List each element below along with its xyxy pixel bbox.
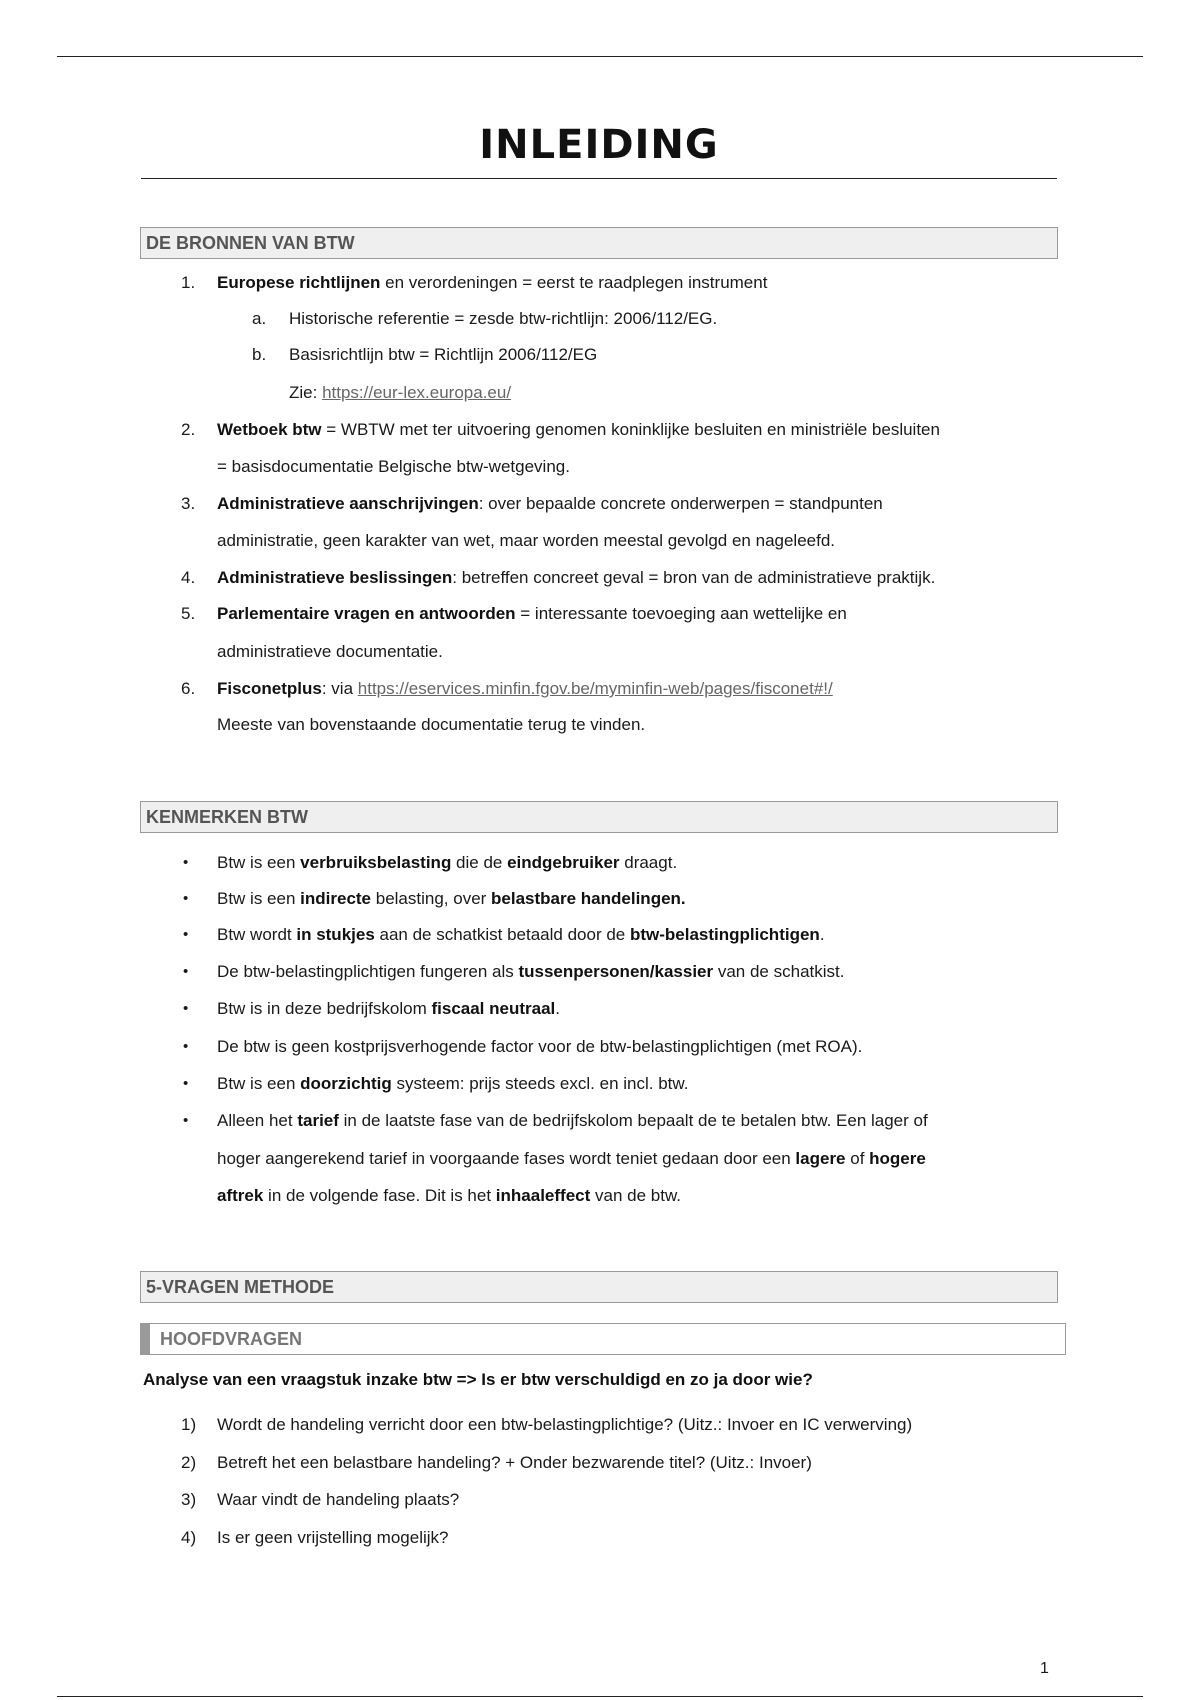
- bullet-item-doorzichtig: Btw is een doorzichtig systeem: prijs steeds excl. en incl. btw.: [217, 1074, 689, 1093]
- list-item-parlementaire-continuation: administratieve documentatie.: [217, 642, 443, 661]
- question-number: 2): [181, 1453, 197, 1472]
- bullet-item-tarief-continuation: hoger aangerekend tarief in voorgaande fases wordt teniet gedaan door een lagere of hogere: [217, 1149, 926, 1168]
- bullet-icon: •: [183, 1000, 189, 1017]
- question-number: 3): [181, 1490, 197, 1509]
- list-item-fisconetplus-continuation: Meeste van bovenstaande documentatie terug te vinden.: [217, 715, 646, 734]
- sub-list-letter: b.: [252, 345, 267, 364]
- bullet-item-indirecte: Btw is een indirecte belasting, over belastbare handelingen.: [217, 889, 686, 908]
- bullet-item-tarief: Alleen het tarief in de laatste fase van de bedrijfskolom bepaalt de te betalen btw. Een lager of: [217, 1111, 928, 1130]
- bullet-icon: •: [183, 890, 189, 907]
- list-item-aanschrijvingen-continuation: administratie, geen karakter van wet, maar worden meestal gevolgd en nageleefd.: [217, 531, 836, 550]
- list-number: 4.: [181, 568, 196, 587]
- section-heading-vijf-vragen: 5-VRAGEN METHODE: [140, 1271, 1058, 1303]
- bullet-item-kostprijs: De btw is geen kostprijsverhogende factor voor de btw-belastingplichtigen (met ROA).: [217, 1037, 863, 1056]
- question-item: Betreft het een belastbare handeling? + Onder bezwarende titel? (Uitz.: Invoer): [217, 1453, 812, 1472]
- list-item-parlementaire-vragen: Parlementaire vragen en antwoorden = interessante toevoeging aan wettelijke en: [217, 604, 847, 623]
- bullet-icon: •: [183, 1112, 189, 1129]
- bullet-icon: •: [183, 1038, 189, 1055]
- list-item-fisconetplus: Fisconetplus: via https://eservices.minfin.fgov.be/myminfin-web/pages/fisconet#!/: [217, 679, 833, 698]
- bullet-item-verbruiksbelasting: Btw is een verbruiksbelasting die de eindgebruiker draagt.: [217, 853, 678, 872]
- page-top-rule: [57, 56, 1143, 57]
- bullet-item-fiscaal-neutraal: Btw is in deze bedrijfskolom fiscaal neutraal.: [217, 999, 560, 1018]
- sub-list-item-historische-referentie: Historische referentie = zesde btw-richtlijn: 2006/112/EG.: [289, 309, 718, 328]
- list-item-wetboek-btw: Wetboek btw = WBTW met ter uitvoering genomen koninklijke besluiten en ministriële besluiten: [217, 420, 940, 439]
- bullet-icon: •: [183, 854, 189, 871]
- bullet-icon: •: [183, 926, 189, 943]
- analysis-intro: Analyse van een vraagstuk inzake btw => Is er btw verschuldigd en zo ja door wie?: [143, 1370, 813, 1389]
- zie-reference: Zie: https://eur-lex.europa.eu/: [289, 383, 512, 402]
- page-bottom-rule: [57, 1696, 1143, 1697]
- list-number: 5.: [181, 604, 196, 623]
- bullet-item-tussenpersonen: De btw-belastingplichtigen fungeren als tussenpersonen/kassier van de schatkist.: [217, 962, 845, 981]
- sub-list-item-basisrichtlijn: Basisrichtlijn btw = Richtlijn 2006/112/EG: [289, 345, 598, 364]
- list-item-europese-richtlijnen: Europese richtlijnen en verordeningen = eerst te raadplegen instrument: [217, 273, 768, 292]
- page-number: 1: [1040, 1660, 1049, 1677]
- list-number: 1.: [181, 273, 196, 292]
- question-item: Wordt de handeling verricht door een btw-belastingplichtige? (Uitz.: Invoer en IC verwerving): [217, 1415, 913, 1434]
- question-number: 1): [181, 1415, 197, 1434]
- section-heading-kenmerken: KENMERKEN BTW: [140, 801, 1058, 833]
- bullet-item-tarief-continuation: aftrek in de volgende fase. Dit is het inhaaleffect van de btw.: [217, 1186, 682, 1205]
- list-item-administratieve-aanschrijvingen: Administratieve aanschrijvingen: over bepaalde concrete onderwerpen = standpunten: [217, 494, 883, 513]
- list-item-wetboek-btw-continuation: = basisdocumentatie Belgische btw-wetgeving.: [217, 457, 570, 476]
- bullet-item-in-stukjes: Btw wordt in stukjes aan de schatkist betaald door de btw-belastingplichtigen.: [217, 925, 825, 944]
- question-number: 4): [181, 1528, 197, 1547]
- title-underline: [141, 178, 1057, 179]
- section-heading-bronnen: DE BRONNEN VAN BTW: [140, 227, 1058, 259]
- bullet-icon: •: [183, 963, 189, 980]
- list-item-administratieve-beslissingen: Administratieve beslissingen: betreffen concreet geval = bron van de administratieve praktijk.: [217, 568, 936, 587]
- list-number: 3.: [181, 494, 196, 513]
- question-item: Waar vindt de handeling plaats?: [217, 1490, 460, 1509]
- page-title: INLEIDING: [479, 122, 719, 168]
- subsection-heading-hoofdvragen: HOOFDVRAGEN: [140, 1323, 1066, 1355]
- question-item: Is er geen vrijstelling mogelijk?: [217, 1528, 449, 1547]
- sub-list-letter: a.: [252, 309, 267, 328]
- fisconet-link[interactable]: https://eservices.minfin.fgov.be/myminfin-web/pages/fisconet#!/: [357, 679, 833, 698]
- eur-lex-link[interactable]: https://eur-lex.europa.eu/: [322, 383, 512, 402]
- list-number: 6.: [181, 679, 196, 698]
- bullet-icon: •: [183, 1075, 189, 1092]
- list-number: 2.: [181, 420, 196, 439]
